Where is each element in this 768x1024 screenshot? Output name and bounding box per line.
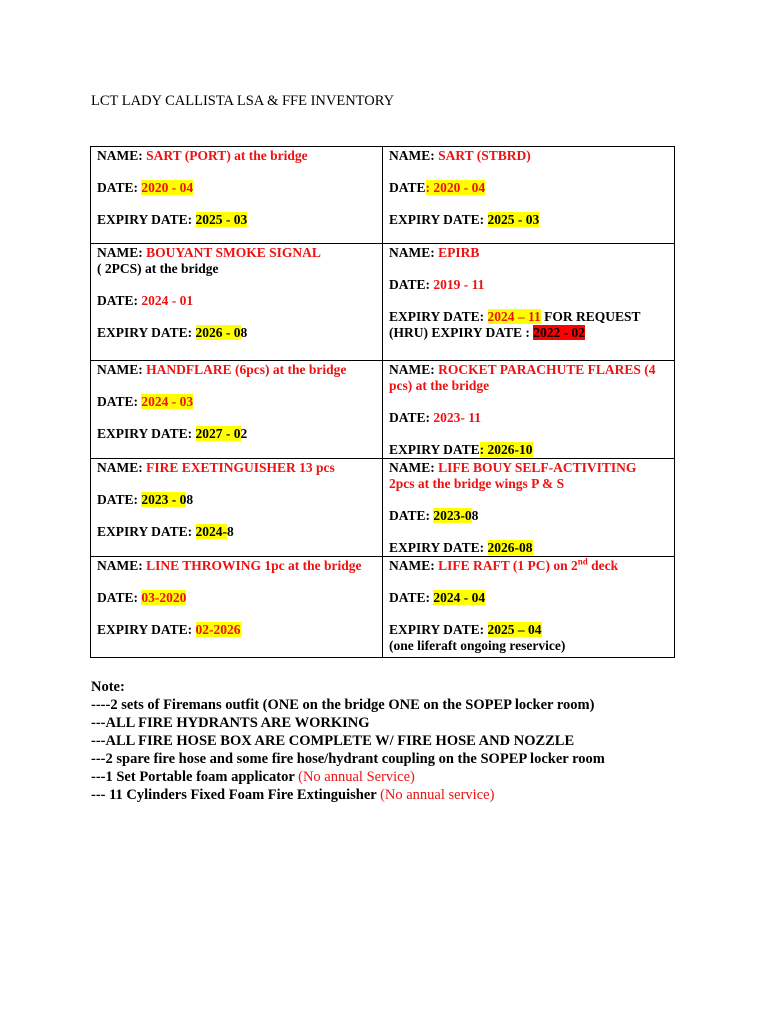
item-name: SART (PORT) at the bridge — [146, 148, 308, 163]
item-name: SART (STBRD) — [438, 148, 531, 163]
document-title: LCT LADY CALLISTA LSA & FFE INVENTORY — [91, 93, 395, 109]
item-expiry: 2025 - 03 — [195, 212, 248, 227]
item-location: 2pcs at the bridge wings P & S — [389, 476, 565, 491]
hru-expiry-date: 2022 - 02 — [533, 325, 586, 340]
note-line: ---ALL FIRE HOSE BOX ARE COMPLETE W/ FIRE HOSE AND NOZZLE — [91, 733, 575, 749]
inventory-table — [90, 146, 675, 658]
item-expiry: 2027 - 0 — [195, 426, 241, 441]
no-service-remark: (No annual service) — [380, 787, 495, 803]
item-date: 2019 - 11 — [433, 277, 485, 292]
item-date: 2024 - 04 — [433, 590, 486, 605]
item-name: LINE THROWING 1pc at the bridge — [146, 558, 362, 573]
item-expiry: 2024- — [195, 524, 228, 539]
table-row — [91, 147, 675, 244]
table-row — [91, 244, 675, 361]
item-expiry: 2026-08 — [487, 540, 533, 555]
item-cell-life-raft: NAME: LIFE RAFT (1 PC) on 2nd deck DATE: 2024 - 04 EXPIRY DATE: 2025 – 04 (one liferaft ongoing reservice) — [383, 557, 675, 658]
note-line: ---2 spare fire hose and some fire hose/hydrant coupling on the SOPEP locker room — [91, 751, 605, 767]
item-cell-smoke-signal: NAME: BOUYANT SMOKE SIGNAL ( 2PCS) at the bridge DATE: 2024 - 01 EXPIRY DATE: 2026 - 08 — [91, 244, 383, 361]
item-date: 2023-0 — [433, 508, 472, 523]
note-line: --- 11 Cylinders Fixed Foam Fire Extinguisher (No annual service) — [91, 787, 495, 803]
item-name: LIFE BOUY SELF-ACTIVITING — [438, 460, 637, 475]
item-name: BOUYANT SMOKE SIGNAL — [146, 245, 321, 260]
item-cell-handflare: NAME: HANDFLARE (6pcs) at the bridge DATE: 2024 - 03 EXPIRY DATE: 2027 - 02 — [91, 361, 383, 459]
item-expiry: 2026 - 0 — [195, 325, 241, 340]
item-date: 2020 - 04 — [141, 180, 194, 195]
item-date: 2024 - 03 — [141, 394, 194, 409]
item-cell-sart-port: NAME: SART (PORT) at the bridge DATE: 2020 - 04 EXPIRY DATE: 2025 - 03 — [91, 147, 383, 244]
item-cell-sart-stbrd: NAME: SART (STBRD) DATE: 2020 - 04 EXPIRY DATE: 2025 - 03 — [383, 147, 675, 244]
item-name: FIRE EXETINGUISHER 13 pcs — [146, 460, 335, 475]
item-expiry: 2025 – 04 — [487, 622, 542, 637]
item-name: HANDFLARE (6pcs) at the bridge — [146, 362, 347, 377]
item-date: 2024 - 01 — [141, 293, 194, 308]
item-date: 03-2020 — [141, 590, 187, 605]
item-cell-epirb: NAME: EPIRB DATE: 2019 - 11 EXPIRY DATE: 2024 – 11 FOR REQUEST (HRU) EXPIRY DATE : 2022 - 02 — [383, 244, 675, 361]
item-name: LIFE RAFT (1 PC) on 2nd deck — [438, 556, 619, 573]
item-cell-life-buoy: NAME: LIFE BOUY SELF-ACTIVITING 2pcs at the bridge wings P & S DATE: 2023-08 EXPIRY DATE: 2026-08 — [383, 459, 675, 557]
item-name: ROCKET PARACHUTE FLARES (4 pcs) at the bridge — [389, 362, 656, 393]
item-location: ( 2PCS) at the bridge — [97, 261, 219, 276]
item-expiry: : 2026-10 — [479, 442, 533, 457]
item-name: EPIRB — [438, 245, 480, 260]
item-cell-rocket-flares: NAME: ROCKET PARACHUTE FLARES (4 pcs) at the bridge DATE: 2023- 11 EXPIRY DATE: 2026-10 — [383, 361, 675, 459]
item-date: 2023- 11 — [433, 410, 482, 425]
item-date: 2023 - 0 — [141, 492, 187, 507]
notes-section — [91, 678, 605, 804]
item-date: : 2020 - 04 — [425, 180, 486, 195]
note-line: ---1 Set Portable foam applicator (No annual Service) — [91, 769, 415, 785]
table-row — [91, 459, 675, 557]
item-expiry: 2024 – 11 — [487, 309, 541, 324]
notes-heading: Note: — [91, 679, 125, 695]
item-expiry: 02-2026 — [195, 622, 241, 637]
item-cell-fire-extinguisher: NAME: FIRE EXETINGUISHER 13 pcs DATE: 2023 - 08 EXPIRY DATE: 2024-8 — [91, 459, 383, 557]
table-row — [91, 361, 675, 459]
note-line: ---ALL FIRE HYDRANTS ARE WORKING — [91, 715, 370, 731]
item-cell-line-throwing: NAME: LINE THROWING 1pc at the bridge DATE: 03-2020 EXPIRY DATE: 02-2026 — [91, 557, 383, 658]
table-row — [91, 557, 675, 658]
no-service-remark: (No annual Service) — [298, 769, 415, 785]
item-expiry: 2025 - 03 — [487, 212, 540, 227]
item-remark: (one liferaft ongoing reservice) — [389, 638, 566, 653]
note-line: ----2 sets of Firemans outfit (ONE on the bridge ONE on the SOPEP locker room) — [91, 697, 595, 713]
